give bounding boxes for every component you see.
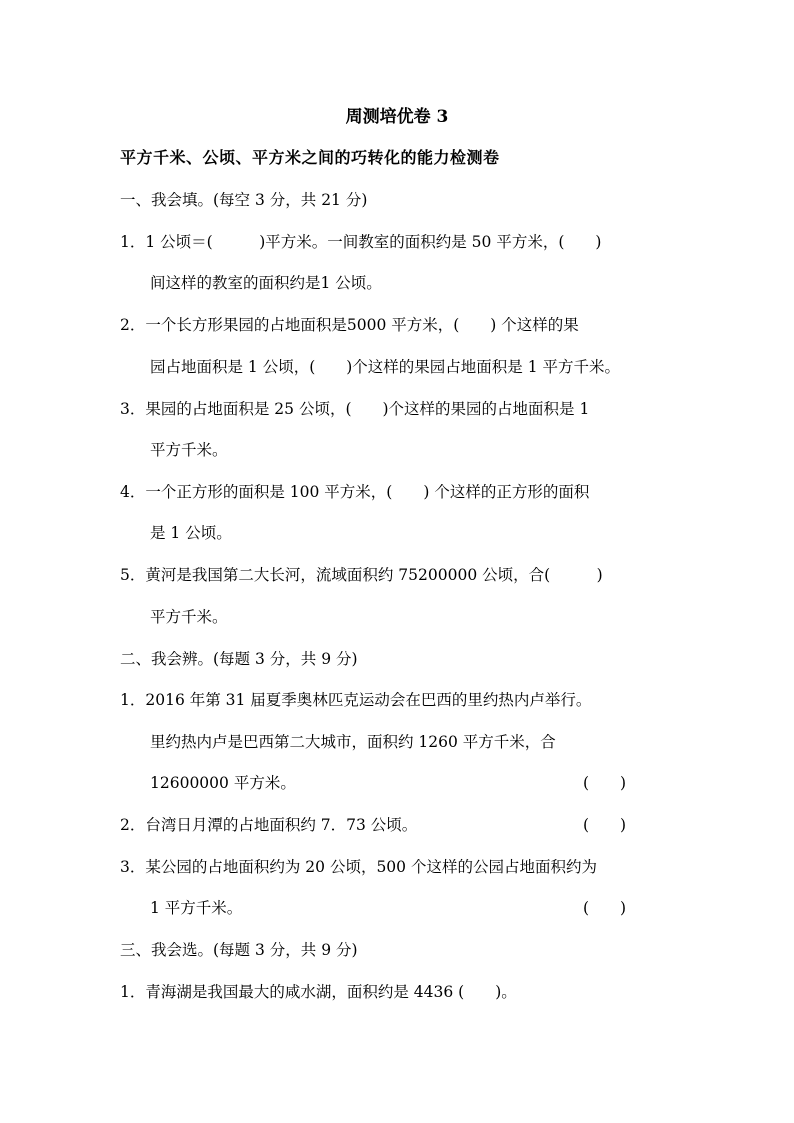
s2-q2-line1: 2．台湾日月潭的占地面积约 7．73 公顷。 bbox=[120, 816, 418, 834]
section-1-heading: 一、我会填。(每空 3 分，共 21 分) bbox=[120, 191, 368, 209]
s1-q1-line2: 间这样的教室的面积约是1 公顷。 bbox=[150, 274, 382, 292]
s1-q3-line1: 3．果园的占地面积是 25 公顷，( )个这样的果园的占地面积是 1 bbox=[120, 400, 590, 418]
section-2-heading: 二、我会辨。(每题 3 分，共 9 分) bbox=[120, 650, 358, 668]
s1-q1-line1: 1．1 公顷＝( )平方米。一间教室的面积约是 50 平方米，( ) bbox=[120, 233, 602, 251]
s2-q2-answer-blank: ( ) bbox=[583, 816, 627, 834]
page-subtitle: 平方千米、公顷、平方米之间的巧转化的能力检测卷 bbox=[120, 148, 500, 167]
s1-q5-line2: 平方千米。 bbox=[150, 608, 228, 626]
s1-q3-line2: 平方千米。 bbox=[150, 441, 228, 459]
s2-q1-answer-blank: ( ) bbox=[583, 774, 627, 792]
s1-q4-line2: 是 1 公顷。 bbox=[150, 524, 232, 542]
s3-q1-line1: 1．青海湖是我国最大的咸水湖，面积约是 4436 ( )。 bbox=[120, 983, 517, 1001]
s1-q4-line1: 4．一个正方形的面积是 100 平方米，( ) 个这样的正方形的面积 bbox=[120, 483, 590, 501]
s2-q3-line2: 1 平方千米。 bbox=[150, 899, 243, 917]
s2-q1-line1: 1．2016 年第 31 届夏季奥林匹克运动会在巴西的里约热内卢举行。 bbox=[120, 691, 592, 709]
section-3-heading: 三、我会选。(每题 3 分，共 9 分) bbox=[120, 941, 358, 959]
s1-q2-line2: 园占地面积是 1 公顷，( )个这样的果园占地面积是 1 平方千米。 bbox=[150, 358, 621, 376]
s1-q5-line1: 5．黄河是我国第二大长河，流域面积约 75200000 公顷，合( ) bbox=[120, 566, 603, 584]
s2-q1-line2: 里约热内卢是巴西第二大城市，面积约 1260 平方千米，合 bbox=[150, 733, 556, 751]
s2-q1-line3: 12600000 平方米。 bbox=[150, 774, 296, 792]
page-title: 周测培优卷 3 bbox=[345, 107, 449, 127]
s1-q2-line1: 2．一个长方形果园的占地面积是5000 平方米，( ) 个这样的果 bbox=[120, 316, 579, 334]
s2-q3-answer-blank: ( ) bbox=[583, 899, 627, 917]
s2-q3-line1: 3．某公园的占地面积约为 20 公顷，500 个这样的公园占地面积约为 bbox=[120, 858, 597, 876]
